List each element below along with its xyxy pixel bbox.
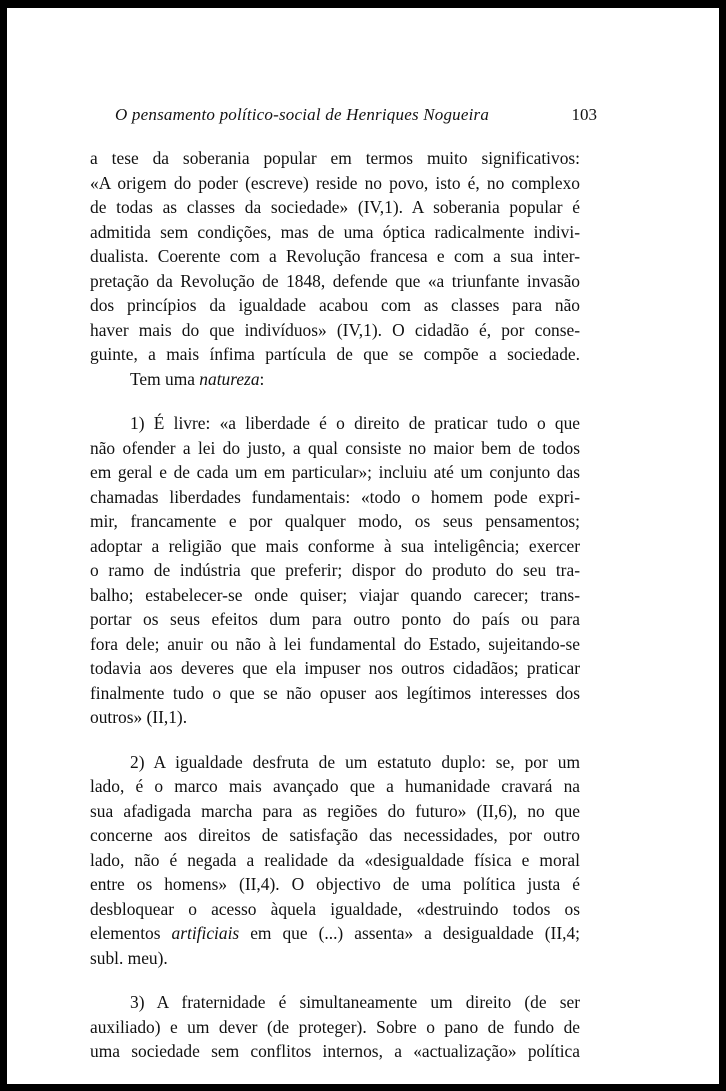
text-line: desbloquear o acesso àquela igualdade, «destruindo todos os — [90, 898, 580, 919]
text-line: não ofender a lei do justo, a qual consiste no maior bem de todos — [90, 437, 580, 458]
text-line: adoptar a religião que mais conforme à sua inteligência; exercer — [90, 535, 580, 556]
text-line: entre os homens» (II,4). O objectivo de uma política justa é — [90, 874, 580, 894]
text-run: elementos — [90, 923, 172, 943]
text-line: lado, é o marco mais avançado que a humanidade cravará na — [90, 776, 580, 796]
text-run: Tem uma — [130, 368, 200, 389]
paragraph-nature — [90, 367, 580, 392]
text-line: admitida sem condições, mas de uma óptica radicalmente indivi- — [90, 221, 580, 242]
text-line: 2) A igualdade desfruta de um estatuto duplo: se, por um — [130, 751, 580, 772]
text-line: dualista. Coerente com a Revolução francesa e com a sua inter- — [90, 246, 580, 266]
text-line: finalmente tudo o que se não opuser aos legítimos interesses dos — [90, 682, 580, 703]
text-line: subl. meu). — [90, 947, 168, 968]
paragraph-fraternity — [90, 990, 580, 1064]
paragraph-gap — [90, 970, 580, 990]
paragraph-gap — [90, 730, 580, 750]
page-number: 103 — [571, 105, 597, 124]
text-line: a tese da soberania popular em termos muito significativos: — [90, 148, 580, 168]
paragraph-liberty — [90, 411, 580, 730]
text-line: 3) A fraternidade é simultaneamente um direito (de ser — [130, 992, 580, 1012]
text-line: concerne aos direitos de satisfação das necessidades, por outro — [90, 825, 580, 845]
text-run: : — [259, 368, 265, 389]
text-line: «A origem do poder (escreve) reside no povo, isto é, no complexo — [90, 172, 580, 193]
text-line: em geral e de cada um em particular»; incluiu até um conjunto das — [90, 462, 580, 482]
text-line: outros» (II,1). — [90, 707, 188, 727]
text-line: balho; estabelecer-se onde quiser; viajar quando carecer; trans- — [90, 584, 580, 605]
text-line: 1) É livre: «a liberdade é o direito de praticar tudo o que — [130, 413, 580, 433]
paragraph-gap — [90, 391, 580, 411]
text-line: o ramo de indústria que preferir; dispor do produto do seu tra- — [90, 560, 580, 580]
text-line — [90, 367, 580, 392]
text-line: fora dele; anuir ou não à lei fundamental do Estado, sujeitando-se — [90, 633, 580, 654]
body-text — [90, 146, 580, 1064]
text-line: portar os seus efeitos dum para outro ponto do país ou para — [90, 609, 580, 629]
text-line: auxiliado) e um dever (de proteger). Sobre o pano de fundo de — [90, 1016, 580, 1037]
paragraph-equality — [90, 750, 580, 971]
text-line: haver mais do que indivíduos» (IV,1). O cidadão é, por conse- — [90, 319, 580, 340]
text-line: mir, francamente e por qualquer modo, os seus pensamentos; — [90, 511, 580, 531]
running-title: O pensamento político-social de Henriques Nogueira — [115, 105, 490, 124]
text-line: chamadas liberdades fundamentais: «todo o homem pode expri- — [90, 486, 580, 507]
text-line: lado, não é negada a realidade da «desigualdade física e moral — [90, 849, 580, 870]
text-line: guinte, a mais ínfima partícula de que se compõe a sociedade. — [90, 344, 580, 364]
paragraph-sovereignty — [90, 146, 580, 367]
emphasis-natureza: natureza — [199, 368, 260, 389]
text-line: de todas as classes da sociedade» (IV,1). A soberania popular é — [90, 197, 580, 217]
text-line: uma sociedade sem conflitos internos, a «actualização» política — [90, 1041, 580, 1061]
text-line: pretação da Revolução de 1848, defende que «a triunfante invasão — [90, 270, 580, 291]
emphasis-artificiais: artificiais — [171, 923, 240, 943]
text-line: todavia aos deveres que ela impuser nos outros cidadãos; praticar — [90, 658, 580, 678]
text-run: em que (...) assenta» a desigualdade (II,4; — [239, 923, 580, 943]
text-line: dos princípios da igualdade acabou com as classes para não — [90, 295, 580, 315]
book-page — [7, 8, 719, 1084]
text-line — [90, 921, 580, 946]
page-header — [7, 105, 719, 133]
text-line: sua afadigada marcha para as regiões do futuro» (II,6), no que — [90, 800, 580, 821]
